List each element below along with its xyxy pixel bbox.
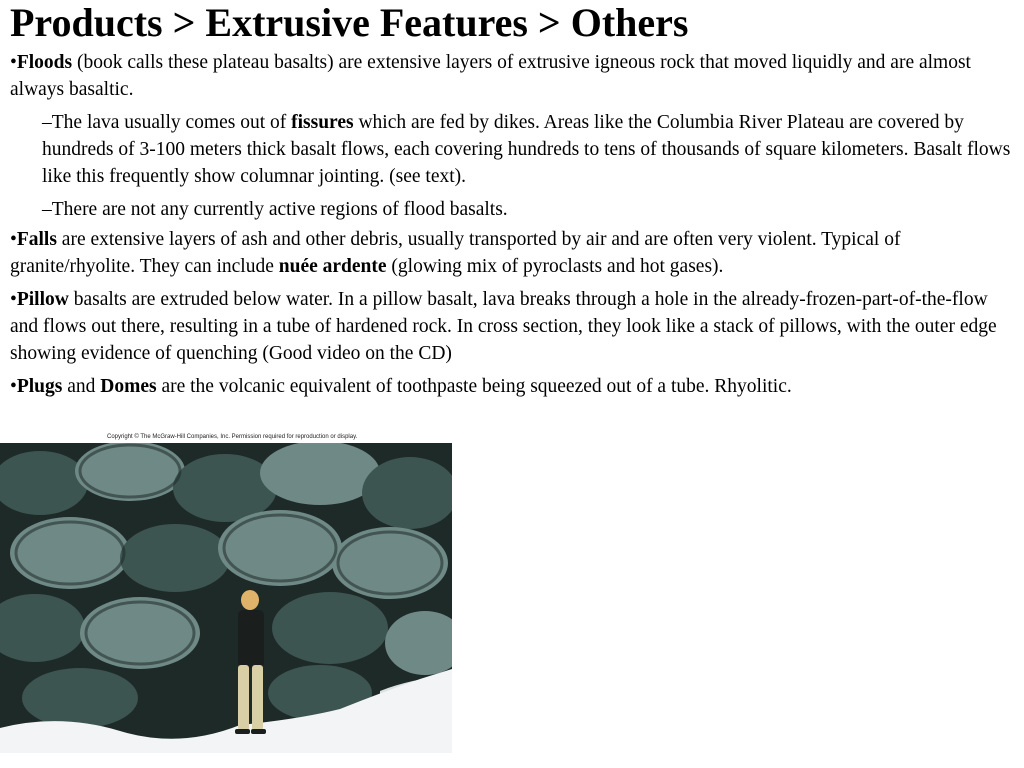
bullet-floods	[10, 49, 1020, 103]
pillow-basalt-illustration	[0, 443, 452, 753]
plugs-mid: and	[62, 376, 101, 397]
person-right-leg	[252, 665, 263, 731]
bullet-marker: •	[10, 376, 17, 397]
bullet-plugs-domes	[10, 373, 1020, 400]
pillow-lobe	[120, 524, 230, 592]
falls-post: (glowing mix of pyroclasts and hot gases).	[386, 256, 724, 277]
pillow-lobe	[10, 517, 130, 589]
fissures-post: which are fed by dikes. Areas like the Columbia River Plateau are covered by hundreds of 3-100 meters thick basalt flows, each covering hundreds to tens of thousands of square kilometers. Basalt flows like this frequently show columnar jointing. (see text).	[42, 112, 1011, 187]
person-left-shoe	[235, 729, 250, 734]
pillow-lobe	[22, 668, 138, 728]
bullet-marker: •	[10, 289, 17, 310]
bullet-pillow	[10, 286, 1020, 367]
slide-title: Products > Extrusive Features > Others	[10, 0, 689, 45]
dash-marker: –	[42, 199, 52, 220]
pillow-basalt-photo	[0, 443, 452, 753]
pillow-lobe	[75, 443, 185, 501]
term-fissures: fissures	[291, 112, 354, 133]
plugs-text: are the volcanic equivalent of toothpaste being squeezed out of a tube. Rhyolitic.	[156, 376, 792, 397]
term-domes: Domes	[100, 376, 157, 397]
floods-text: (book calls these plateau basalts) are extensive layers of extrusive igneous rock that moved liquidly and are almost always basaltic.	[10, 52, 971, 100]
person-jacket	[238, 610, 264, 668]
person-head	[241, 590, 259, 610]
term-plugs: Plugs	[16, 376, 63, 397]
sub-bullet-fissures	[42, 109, 1020, 190]
bullet-falls	[10, 226, 1020, 280]
dash-marker: –	[42, 112, 52, 133]
pillow-lobe	[80, 597, 200, 669]
pillow-lobe	[272, 592, 388, 664]
falls-pre: are extensive layers of ash and other debris, usually transported by air and are often very violent. Typical of granite/rhyolite. They can include	[10, 229, 901, 277]
term-falls: Falls	[16, 229, 57, 250]
bullet-marker: •	[10, 52, 17, 73]
bullet-marker: •	[10, 229, 17, 250]
slide-body	[10, 49, 1020, 406]
pillow-lobe	[218, 510, 342, 586]
person-right-shoe	[251, 729, 266, 734]
sub-bullet-no-active	[42, 196, 1020, 223]
pillow-lobe	[332, 527, 448, 599]
pillow-text: basalts are extruded below water. In a pillow basalt, lava breaks through a hole in the already-frozen-part-of-the-flow and flows out there, resulting in a tube of hardened rock. In cross section, they look like a stack of pillows, with the outer edge showing evidence of quenching (Good video on the CD)	[10, 289, 997, 364]
term-nuee-ardente: nuée ardente	[278, 256, 387, 277]
photo-copyright: Copyright © The McGraw-Hill Companies, Inc. Permission required for reproduction or display.	[107, 434, 358, 440]
person-left-leg	[238, 665, 249, 731]
no-active-text: There are not any currently active regions of flood basalts.	[51, 199, 508, 220]
fissures-pre: The lava usually comes out of	[51, 112, 292, 133]
pillow-lobe	[260, 443, 380, 505]
term-floods: Floods	[16, 52, 73, 73]
term-pillow: Pillow	[16, 289, 69, 310]
